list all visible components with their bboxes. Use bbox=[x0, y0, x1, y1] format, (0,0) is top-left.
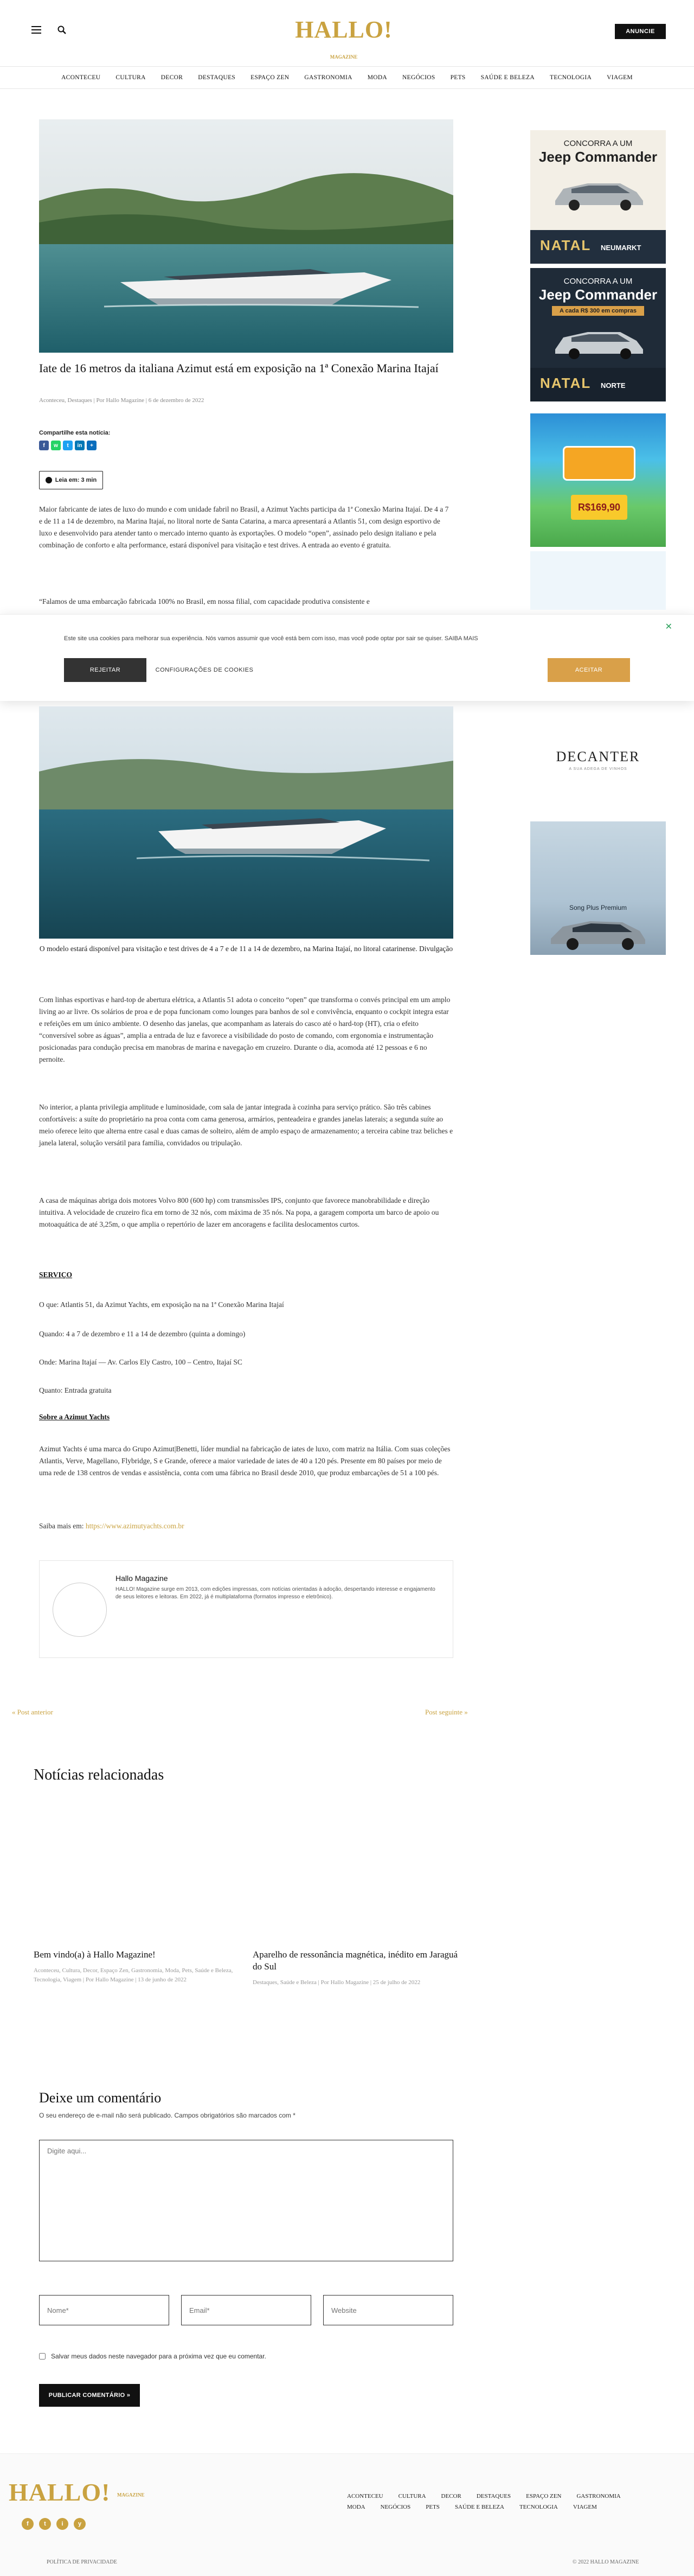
article-title: Iate de 16 metros da italiana Azimut está em exposição na 1ª Conexão Marina Itajaí bbox=[39, 361, 439, 375]
comment-form-title: Deixe um comentário bbox=[39, 2090, 162, 2106]
ad-text: Jeep Commander bbox=[538, 286, 658, 303]
cookie-settings-button[interactable]: CONFIGURAÇÕES DE COOKIES bbox=[153, 658, 256, 682]
ad-text: A cada R$ 300 em compras bbox=[552, 306, 644, 316]
ad-text: Song Plus Premium bbox=[569, 904, 627, 911]
sobre-paragraph: Azimut Yachts é uma marca do Grupo Azimut|Benetti, líder mundial na fabricação de iates de luxo, com matriz na Itália. Com suas coleções Atlantis, Verve, Magellano, Flybridge, S e Grande, oferece a maior variedade de iates de 40 a 120 pés. Presente em 80 países por meio de uma rede de 138 centros de vendas e assistência, conta com uma fábrica no Brasil desde 2010, que produz embarcações de 51 a 100 pés. bbox=[39, 1445, 451, 1477]
article-paragraph-2: No interior, a planta privilegia amplitude e luminosidade, com sala de jantar integrada à cozinha para serviço prático. São três cabines confortáveis: a suíte do proprietário na proa conta com cama generosa, armários, penteadeira e grandes janelas laterais; a segunda suíte ao meio oferece leito que alterna entre casal e duas camas de solteiro, além de amplo espaço de armazenamento; a terceira cabine traz beliches e janela lateral, solução versátil para família, convidados ou tripulação. bbox=[39, 1103, 453, 1147]
related-title: Notícias relacionadas bbox=[34, 1767, 164, 1783]
article-image-2 bbox=[39, 706, 453, 939]
footer-nav-item[interactable]: GASTRONOMIA bbox=[576, 2493, 621, 2500]
nav-item-cultura[interactable]: CULTURA bbox=[115, 74, 146, 81]
footer-nav-item[interactable]: DECOR bbox=[441, 2493, 461, 2500]
related-card-meta: Destaques, Saúde e Beleza | Por Hallo Magazine | 25 de julho de 2022 bbox=[253, 1979, 421, 1986]
share-buttons bbox=[39, 441, 97, 450]
related-card-meta: Aconteceu, Cultura, Decor, Espaço Zen, Gastronomia, Moda, Pets, Saúde e Beleza, Tecnologia, Viagem | Por Hallo Magazine | 13 de junho de 2022 bbox=[34, 1967, 233, 1983]
footer-nav-item[interactable]: MODA bbox=[347, 2504, 365, 2510]
ad-text: NEUMARKT bbox=[601, 244, 641, 252]
ticket-icon bbox=[563, 446, 635, 481]
related-card[interactable] bbox=[253, 1812, 459, 1987]
ad-text: Jeep Commander bbox=[538, 149, 658, 165]
linkedin-share-icon[interactable]: in bbox=[75, 441, 85, 450]
nav-item-gastronomia[interactable]: GASTRONOMIA bbox=[304, 74, 352, 81]
clock-icon bbox=[46, 477, 52, 483]
nav-item-decor[interactable]: DECOR bbox=[160, 74, 183, 81]
nav-item-moda[interactable]: MODA bbox=[367, 74, 388, 81]
footer-nav-item[interactable]: CULTURA bbox=[398, 2493, 426, 2500]
instagram-icon[interactable]: i bbox=[56, 2518, 68, 2530]
related-thumbnail[interactable] bbox=[253, 1812, 459, 1942]
footer-nav-item[interactable]: ESPAÇO ZEN bbox=[526, 2493, 562, 2500]
read-time-label: Leia em: 3 min bbox=[55, 477, 97, 483]
jeep-ad-2[interactable] bbox=[530, 268, 666, 401]
previous-post-link[interactable]: « Post anterior bbox=[12, 1708, 53, 1716]
submit-comment-button[interactable]: PUBLICAR COMENTÁRIO » bbox=[39, 2384, 140, 2407]
ad-text: NATAL bbox=[540, 375, 592, 391]
related-card[interactable] bbox=[34, 1812, 240, 1985]
footer-nav-item[interactable]: SAÚDE E BELEZA bbox=[454, 2504, 504, 2510]
email-field[interactable] bbox=[181, 2295, 311, 2325]
main-nav bbox=[0, 66, 694, 89]
save-data-label: Salvar meus dados neste navegador para a próxima vez que eu comentar. bbox=[51, 2352, 266, 2360]
nav-item-pets[interactable]: PETS bbox=[450, 74, 466, 81]
car-icon bbox=[550, 322, 647, 360]
nav-item-destaques[interactable]: DESTAQUES bbox=[198, 74, 236, 81]
related-card-title[interactable]: Aparelho de ressonância magnética, inédito em Jaraguá do Sul bbox=[253, 1949, 458, 1972]
author-name[interactable]: Hallo Magazine bbox=[115, 1574, 168, 1583]
ad-slot[interactable] bbox=[530, 551, 666, 610]
menu-icon[interactable] bbox=[31, 26, 41, 34]
footer-nav-item[interactable]: DESTAQUES bbox=[476, 2493, 511, 2500]
article-intro: Maior fabricante de iates de luxo do mundo e com unidade fabril no Brasil, a Azimut Yachts participa da 1ª Conexão Marina Itajaí. De 4 a 7 e de 11 a 14 de dezembro, na Marina Itajaí, no litoral norte de Santa Catarina, a marca apresentará a Atlantis 51, com design esportivo de luxo e desenvolvido para atender tanto o mercado interno quanto às exportações. O modelo “open”, assinado pelo design italiano e pela combinação de conforto e alta performance, estará disponível para visitação e test drives. A entrada ao evento é gratuita. bbox=[39, 505, 449, 549]
site-logo[interactable]: HALLO! MAGAZINE bbox=[295, 16, 393, 60]
article-meta: Aconteceu, Destaques | Por Hallo Magazine | 6 de dezembro de 2022 bbox=[39, 397, 204, 404]
servico-when: Quando: 4 a 7 de dezembro e 11 a 14 de dezembro (quinta a domingo) bbox=[39, 1330, 246, 1338]
cookie-banner bbox=[0, 614, 694, 701]
ad-text: NORTE bbox=[601, 381, 626, 390]
saiba-mais-label: Saiba mais em: bbox=[39, 1522, 86, 1530]
nav-item-viagem[interactable]: VIAGEM bbox=[607, 74, 633, 81]
related-thumbnail[interactable] bbox=[34, 1812, 240, 1942]
share-label: Compartilhe esta notícia: bbox=[39, 430, 111, 436]
footer-nav-item[interactable]: TECNOLOGIA bbox=[519, 2504, 558, 2510]
azimut-link[interactable]: https://www.azimutyachts.com.br bbox=[85, 1522, 184, 1530]
nav-item-saude-beleza[interactable]: SAÚDE E BELEZA bbox=[480, 74, 535, 81]
servico-where: Onde: Marina Itajaí — Av. Carlos Ely Castro, 100 – Centro, Itajaí SC bbox=[39, 1358, 242, 1366]
ticket-ad[interactable] bbox=[530, 413, 666, 547]
share-more-icon[interactable]: + bbox=[87, 441, 97, 450]
read-time-button[interactable] bbox=[39, 471, 103, 489]
sobre-heading: Sobre a Azimut Yachts bbox=[39, 1413, 110, 1421]
accept-cookies-button[interactable]: ACEITAR bbox=[548, 658, 630, 682]
nav-item-aconteceu[interactable]: ACONTECEU bbox=[61, 74, 101, 81]
article-paragraph-3: A casa de máquinas abriga dois motores Volvo 800 (600 hp) com transmissões IPS, conjunto que favorece manobrabilidade e direção intuitiva. A velocidade de cruzeiro fica em torno de 32 nós, com máxima de 35 nós. Na popa, a garagem comporta um barco de apoio ou motoaquática de até 3,25m, o que amplia o repertório de lazer em ancoragens e facilita deslocamentos curtos. bbox=[39, 1196, 439, 1228]
cookie-text: Este site usa cookies para melhorar sua experiência. Nós vamos assumir que você está bem com isso, mas você pode optar por sair se quiser. SAIBA MAIS bbox=[64, 635, 478, 642]
ad-price: R$169,90 bbox=[571, 495, 627, 520]
comment-textarea[interactable] bbox=[39, 2140, 453, 2261]
whatsapp-share-icon[interactable]: w bbox=[51, 441, 61, 450]
nav-item-espaco-zen[interactable]: ESPAÇO ZEN bbox=[250, 74, 290, 81]
servico-heading: SERVIÇO bbox=[39, 1271, 73, 1279]
servico-price: Quanto: Entrada gratuita bbox=[39, 1386, 112, 1394]
site-header bbox=[0, 0, 694, 64]
nav-item-negocios[interactable]: NEGÓCIOS bbox=[402, 74, 435, 81]
image-caption: O modelo estará disponível para visitação e test drives de 4 a 7 e de 11 a 14 de dezembro, na Marina Itajaí, no litoral catarinense. Divulgação bbox=[39, 945, 453, 953]
footer-nav-item[interactable]: PETS bbox=[426, 2504, 440, 2510]
facebook-share-icon[interactable]: f bbox=[39, 441, 49, 450]
anuncie-button[interactable]: ANUNCIE bbox=[615, 24, 666, 39]
saiba-mais bbox=[39, 1520, 453, 1532]
reject-cookies-button[interactable]: REJEITAR bbox=[64, 658, 146, 682]
car-icon bbox=[550, 174, 647, 212]
search-icon[interactable] bbox=[57, 25, 67, 35]
footer-nav-item[interactable]: ACONTECEU bbox=[347, 2493, 383, 2500]
footer-nav bbox=[347, 2493, 651, 2510]
name-field[interactable] bbox=[39, 2295, 169, 2325]
twitter-share-icon[interactable]: t bbox=[63, 441, 73, 450]
footer-nav-item[interactable]: NEGÓCIOS bbox=[380, 2504, 411, 2510]
youtube-icon[interactable]: y bbox=[74, 2518, 86, 2530]
save-data-checkbox[interactable] bbox=[39, 2353, 46, 2360]
car-icon bbox=[547, 913, 650, 951]
save-data-checkbox-row[interactable] bbox=[39, 2352, 266, 2360]
next-post-link[interactable]: Post seguinte » bbox=[425, 1708, 468, 1716]
avatar bbox=[53, 1583, 107, 1637]
comment-form-note: O seu endereço de e-mail não será publicado. Campos obrigatórios são marcados com * bbox=[39, 2112, 295, 2119]
byd-ad[interactable] bbox=[530, 821, 666, 955]
ad-text: CONCORRA A UM bbox=[563, 277, 633, 286]
website-field[interactable] bbox=[323, 2295, 453, 2325]
author-box bbox=[39, 1560, 453, 1658]
footer-nav-item[interactable]: VIAGEM bbox=[573, 2504, 597, 2510]
close-icon[interactable]: ✕ bbox=[665, 622, 672, 632]
ad-text: CONCORRA A UM bbox=[563, 139, 633, 148]
servico-what: O que: Atlantis 51, da Azimut Yachts, em exposição na na 1ª Conexão Marina Itajaí bbox=[39, 1300, 284, 1309]
article-hero-image bbox=[39, 119, 453, 353]
copyright: © 2022 HALLO MAGAZINE bbox=[573, 2559, 639, 2565]
jeep-ad-1[interactable] bbox=[530, 130, 666, 264]
site-footer bbox=[0, 2453, 694, 2576]
social-links bbox=[22, 2518, 86, 2530]
footer-logo[interactable]: HALLO! MAGAZINE bbox=[9, 2478, 145, 2506]
decanter-ad[interactable] bbox=[530, 724, 666, 806]
nav-item-tecnologia[interactable]: TECNOLOGIA bbox=[550, 74, 592, 81]
article-paragraph-1: Com linhas esportivas e hard-top de abertura elétrica, a Atlantis 51 adota o conceito “open” que transforma o convés principal em um amplo living ao ar livre. Os solários de proa e de popa funcionam como lounges para banhos de sol e convivência, enquanto o cockpit integra estar e refeições em um único ambiente. O desenho das janelas, que acompanham as laterais do casco até o hard-top (HT), cria o efeito “conversível sobre as águas”, amplia a entrada de luz e favorece a visibilidade do posto de comando, com ergonomia e instrumentação posicionadas para condução precisa em manobras de marina e navegação em cruzeiro. Durante o dia, acomoda até 12 pessoas e 6 no pernoite. bbox=[39, 996, 451, 1063]
ad-text: DECANTER bbox=[556, 749, 640, 764]
related-card-title[interactable]: Bem vindo(a) à Hallo Magazine! bbox=[34, 1949, 156, 1960]
ad-text: A SUA ADEGA DE VINHOS bbox=[569, 767, 627, 771]
privacy-link[interactable]: POLÍTICA DE PRIVACIDADE bbox=[47, 2559, 117, 2565]
author-bio: HALLO! Magazine surge em 2013, com edições impressas, com notícias orientadas à adoção, despertando interesse e engajamento de seus leitores e leitoras. Em 2022, já é multiplataforma (formatos impresso e eletrônico). bbox=[115, 1586, 435, 1600]
ad-text: NATAL bbox=[540, 237, 592, 253]
facebook-icon[interactable]: f bbox=[22, 2518, 34, 2530]
article-quote: “Falamos de uma embarcação fabricada 100% no Brasil, em nossa filial, com capacidade produtiva consistente e bbox=[39, 597, 370, 605]
twitter-icon[interactable]: t bbox=[39, 2518, 51, 2530]
